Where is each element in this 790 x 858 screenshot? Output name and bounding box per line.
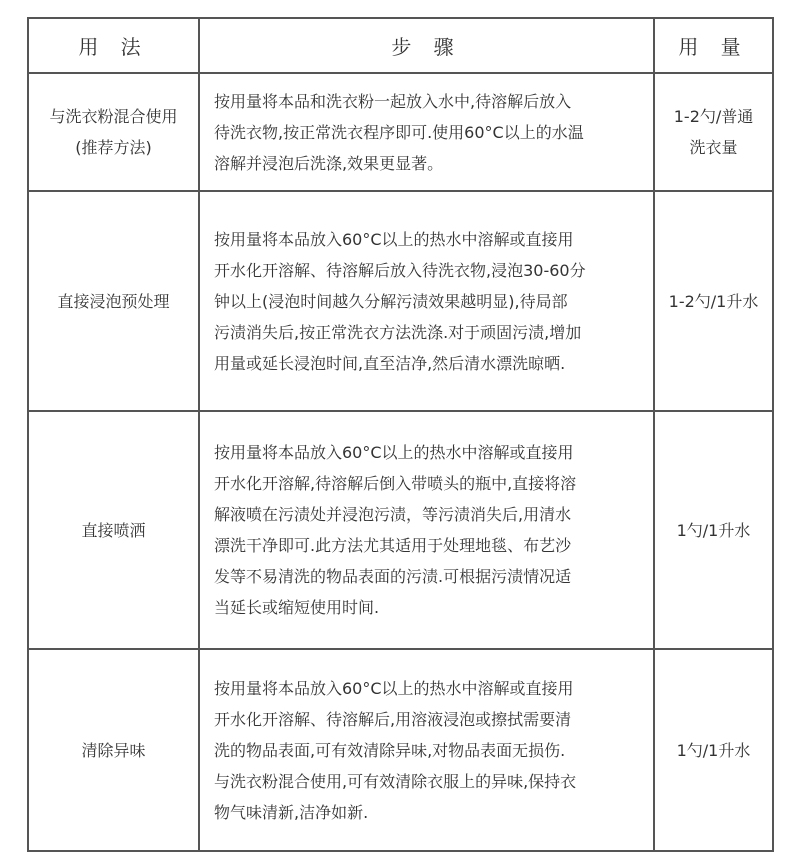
method-line: 清除异味 xyxy=(81,740,146,760)
steps-line: 用量或延长浸泡时间,直至洁净,然后清水漂洗晾晒. xyxy=(214,353,566,373)
amount-line: 1勺/1升水 xyxy=(676,520,751,540)
amount-line: 1-2勺/1升水 xyxy=(668,291,759,311)
steps-line: 待洗衣物,按正常洗衣程序即可.使用60°C以上的水温 xyxy=(214,122,584,142)
header-method: 用 法 xyxy=(28,18,199,73)
steps-cell xyxy=(199,191,654,411)
steps-line: 污渍消失后,按正常洗衣方法洗涤.对于顽固污渍,增加 xyxy=(214,322,582,342)
steps-line: 漂洗干净即可.此方法尤其适用于处理地毯、布艺沙 xyxy=(214,536,572,555)
steps-line: 按用量将本品放入60°C以上的热水中溶解或直接用 xyxy=(214,443,574,462)
method-line: 直接喷洒 xyxy=(81,520,146,540)
steps-line: 物气味清新,洁净如新. xyxy=(214,802,369,822)
steps-line: 按用量将本品和洗衣粉一起放入水中,待溶解后放入 xyxy=(214,91,572,111)
header-amount: 用 量 xyxy=(654,18,773,73)
steps-line: 按用量将本品放入60°C以上的热水中溶解或直接用 xyxy=(214,678,574,698)
table-row xyxy=(28,649,773,851)
steps-line: 开水化开溶解、待溶解后放入待洗衣物,浸泡30-60分 xyxy=(214,260,586,280)
header-steps: 步 骤 xyxy=(199,18,654,73)
table-row xyxy=(28,191,773,411)
amount-line: 1勺/1升水 xyxy=(676,740,751,760)
steps-cell xyxy=(199,649,654,851)
amount-cell xyxy=(654,649,773,851)
method-cell xyxy=(28,73,199,191)
amount-cell xyxy=(654,411,773,649)
steps-cell xyxy=(199,73,654,191)
method-cell xyxy=(28,191,199,411)
header-row xyxy=(28,18,773,73)
table-row xyxy=(28,411,773,649)
steps-line: 与洗衣粉混合使用,可有效清除衣服上的异味,保持衣 xyxy=(214,771,577,791)
method-line: 直接浸泡预处理 xyxy=(57,291,170,311)
steps-line: 开水化开溶解、待溶解后,用溶液浸泡或擦拭需要清 xyxy=(214,709,572,729)
steps-line: 钟以上(浸泡时间越久分解污渍效果越明显),待局部 xyxy=(214,291,568,311)
steps-line: 当延长或缩短使用时间. xyxy=(214,598,380,617)
steps-line: 解液喷在污渍处并浸泡污渍，等污渍消失后,用清水 xyxy=(214,505,572,524)
method-line: (推荐方法) xyxy=(75,138,152,157)
method-cell xyxy=(28,649,199,851)
method-line: 与洗衣粉混合使用 xyxy=(49,107,178,126)
steps-line: 洗的物品表面,可有效清除异味,对物品表面无损伤. xyxy=(214,740,566,760)
usage-table xyxy=(27,17,774,852)
steps-cell xyxy=(199,411,654,649)
amount-line: 1-2勺/普通 xyxy=(673,107,754,126)
table-row xyxy=(28,73,773,191)
steps-line: 发等不易清洗的物品表面的污渍.可根据污渍情况适 xyxy=(214,567,572,586)
steps-line: 按用量将本品放入60°C以上的热水中溶解或直接用 xyxy=(214,229,574,249)
amount-line: 洗衣量 xyxy=(689,138,738,157)
steps-line: 开水化开溶解,待溶解后倒入带喷头的瓶中,直接将溶 xyxy=(214,474,577,493)
steps-line: 溶解并浸泡后洗涤,效果更显著。 xyxy=(214,153,444,173)
amount-cell xyxy=(654,191,773,411)
amount-cell xyxy=(654,73,773,191)
method-cell xyxy=(28,411,199,649)
